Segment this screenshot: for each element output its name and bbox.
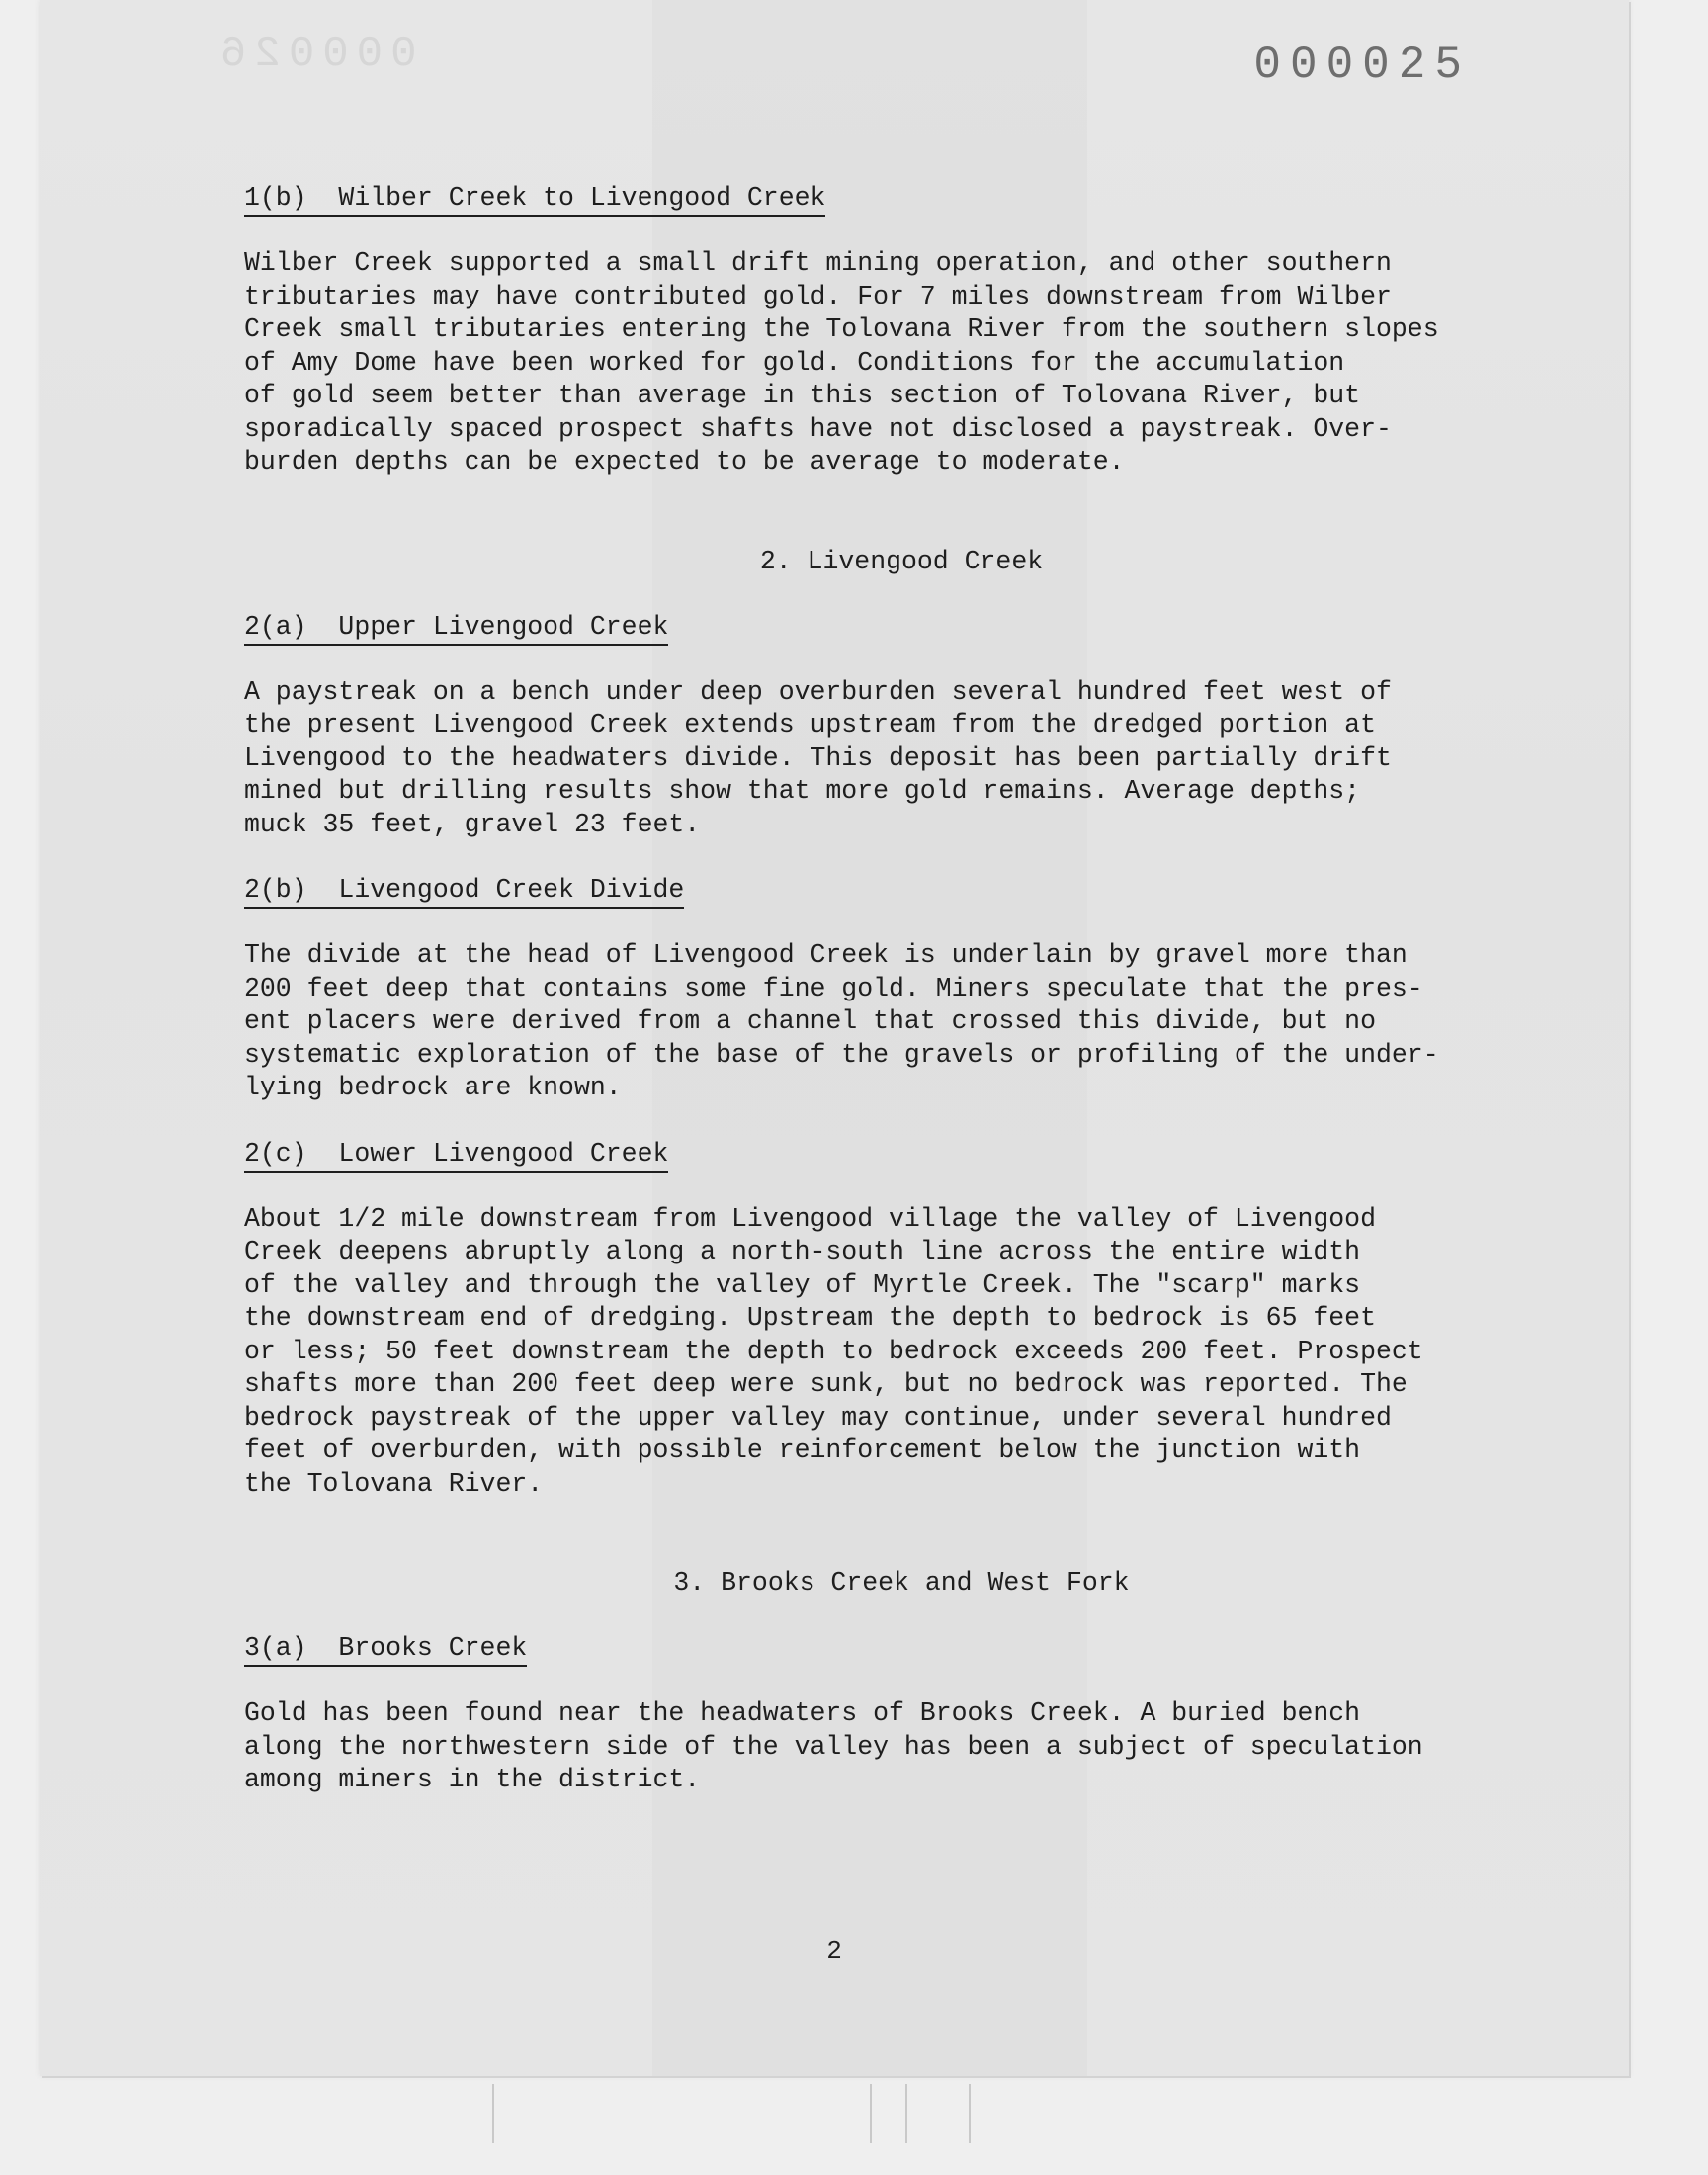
document-page	[40, 0, 1629, 2076]
section-heading-2a: 2(a) Upper Livengood Creek	[244, 611, 1559, 644]
scan-edge-mark	[492, 2084, 494, 2143]
section-heading-1b: 1(b) Wilber Creek to Livengood Creek	[244, 182, 1559, 215]
section-body-2b: The divide at the head of Livengood Creek is underlain by gravel more than 200 feet deep that contains some fine gold. Miners speculate that the pres- ent placers were derived from a channel that crossed this divide, but no systematic exploration of the base of the gravels or profiling of the under- lying bedrock are known.	[244, 940, 1439, 1102]
section-heading-2c: 2(c) Lower Livengood Creek	[244, 1138, 1559, 1171]
document-number-stamp: 000025	[1253, 40, 1471, 91]
page-number: 2	[826, 1936, 842, 1965]
scan-edge-mark	[905, 2084, 907, 2143]
section-body-2a: A paystreak on a bench under deep overburden several hundred feet west of the present Livengood Creek extends upstream from the dredged portion at Livengood to the headwaters divide. This deposit has been partially drift mined but drilling results show that more gold remains. Average depths; muck 35 feet, gravel 23 feet.	[244, 676, 1392, 839]
section-heading-3a: 3(a) Brooks Creek	[244, 1632, 1559, 1665]
section-body-1b: Wilber Creek supported a small drift mining operation, and other southern tributaries may have contributed gold. For 7 miles downstream from Wilber Creek small tributaries entering the Tolovana River from the southern slopes of Amy Dome have been worked for gold. Conditions for the accumulation of gold seem better than average in this section of Tolovana River, but sporadically spaced prospect shafts have not disclosed a paystreak. Over- burden depths can be expected to be average to moderate.	[244, 248, 1439, 477]
document-body	[244, 182, 1559, 1797]
section-body-2c: About 1/2 mile downstream from Livengood village the valley of Livengood Creek deepens abruptly along a north-south line across the entire width of the valley and through the valley of Myrtle Creek. The "scarp" marks the downstream end of dredging. Upstream the depth to bedrock is 65 feet or less; 50 feet downstream the depth to bedrock exceeds 200 feet. Prospect shafts more than 200 feet deep were sunk, but no bedrock was reported. The bedrock paystreak of the upper valley may continue, under several hundred feet of overburden, with possible reinforcement below the junction with the Tolovana River.	[244, 1203, 1423, 1499]
section-title-2: 2. Livengood Creek	[759, 546, 1044, 576]
bleed-through-stamp: 000026	[213, 30, 417, 79]
section-title-3: 3. Brooks Creek and West Fork	[673, 1568, 1130, 1598]
section-heading-2b: 2(b) Livengood Creek Divide	[244, 874, 1559, 907]
scan-edge-mark	[969, 2084, 971, 2143]
section-body-3a: Gold has been found near the headwaters of Brooks Creek. A buried bench along the northwestern side of the valley has been a subject of speculation among miners in the district.	[244, 1698, 1423, 1794]
scan-edge-mark	[870, 2084, 872, 2143]
